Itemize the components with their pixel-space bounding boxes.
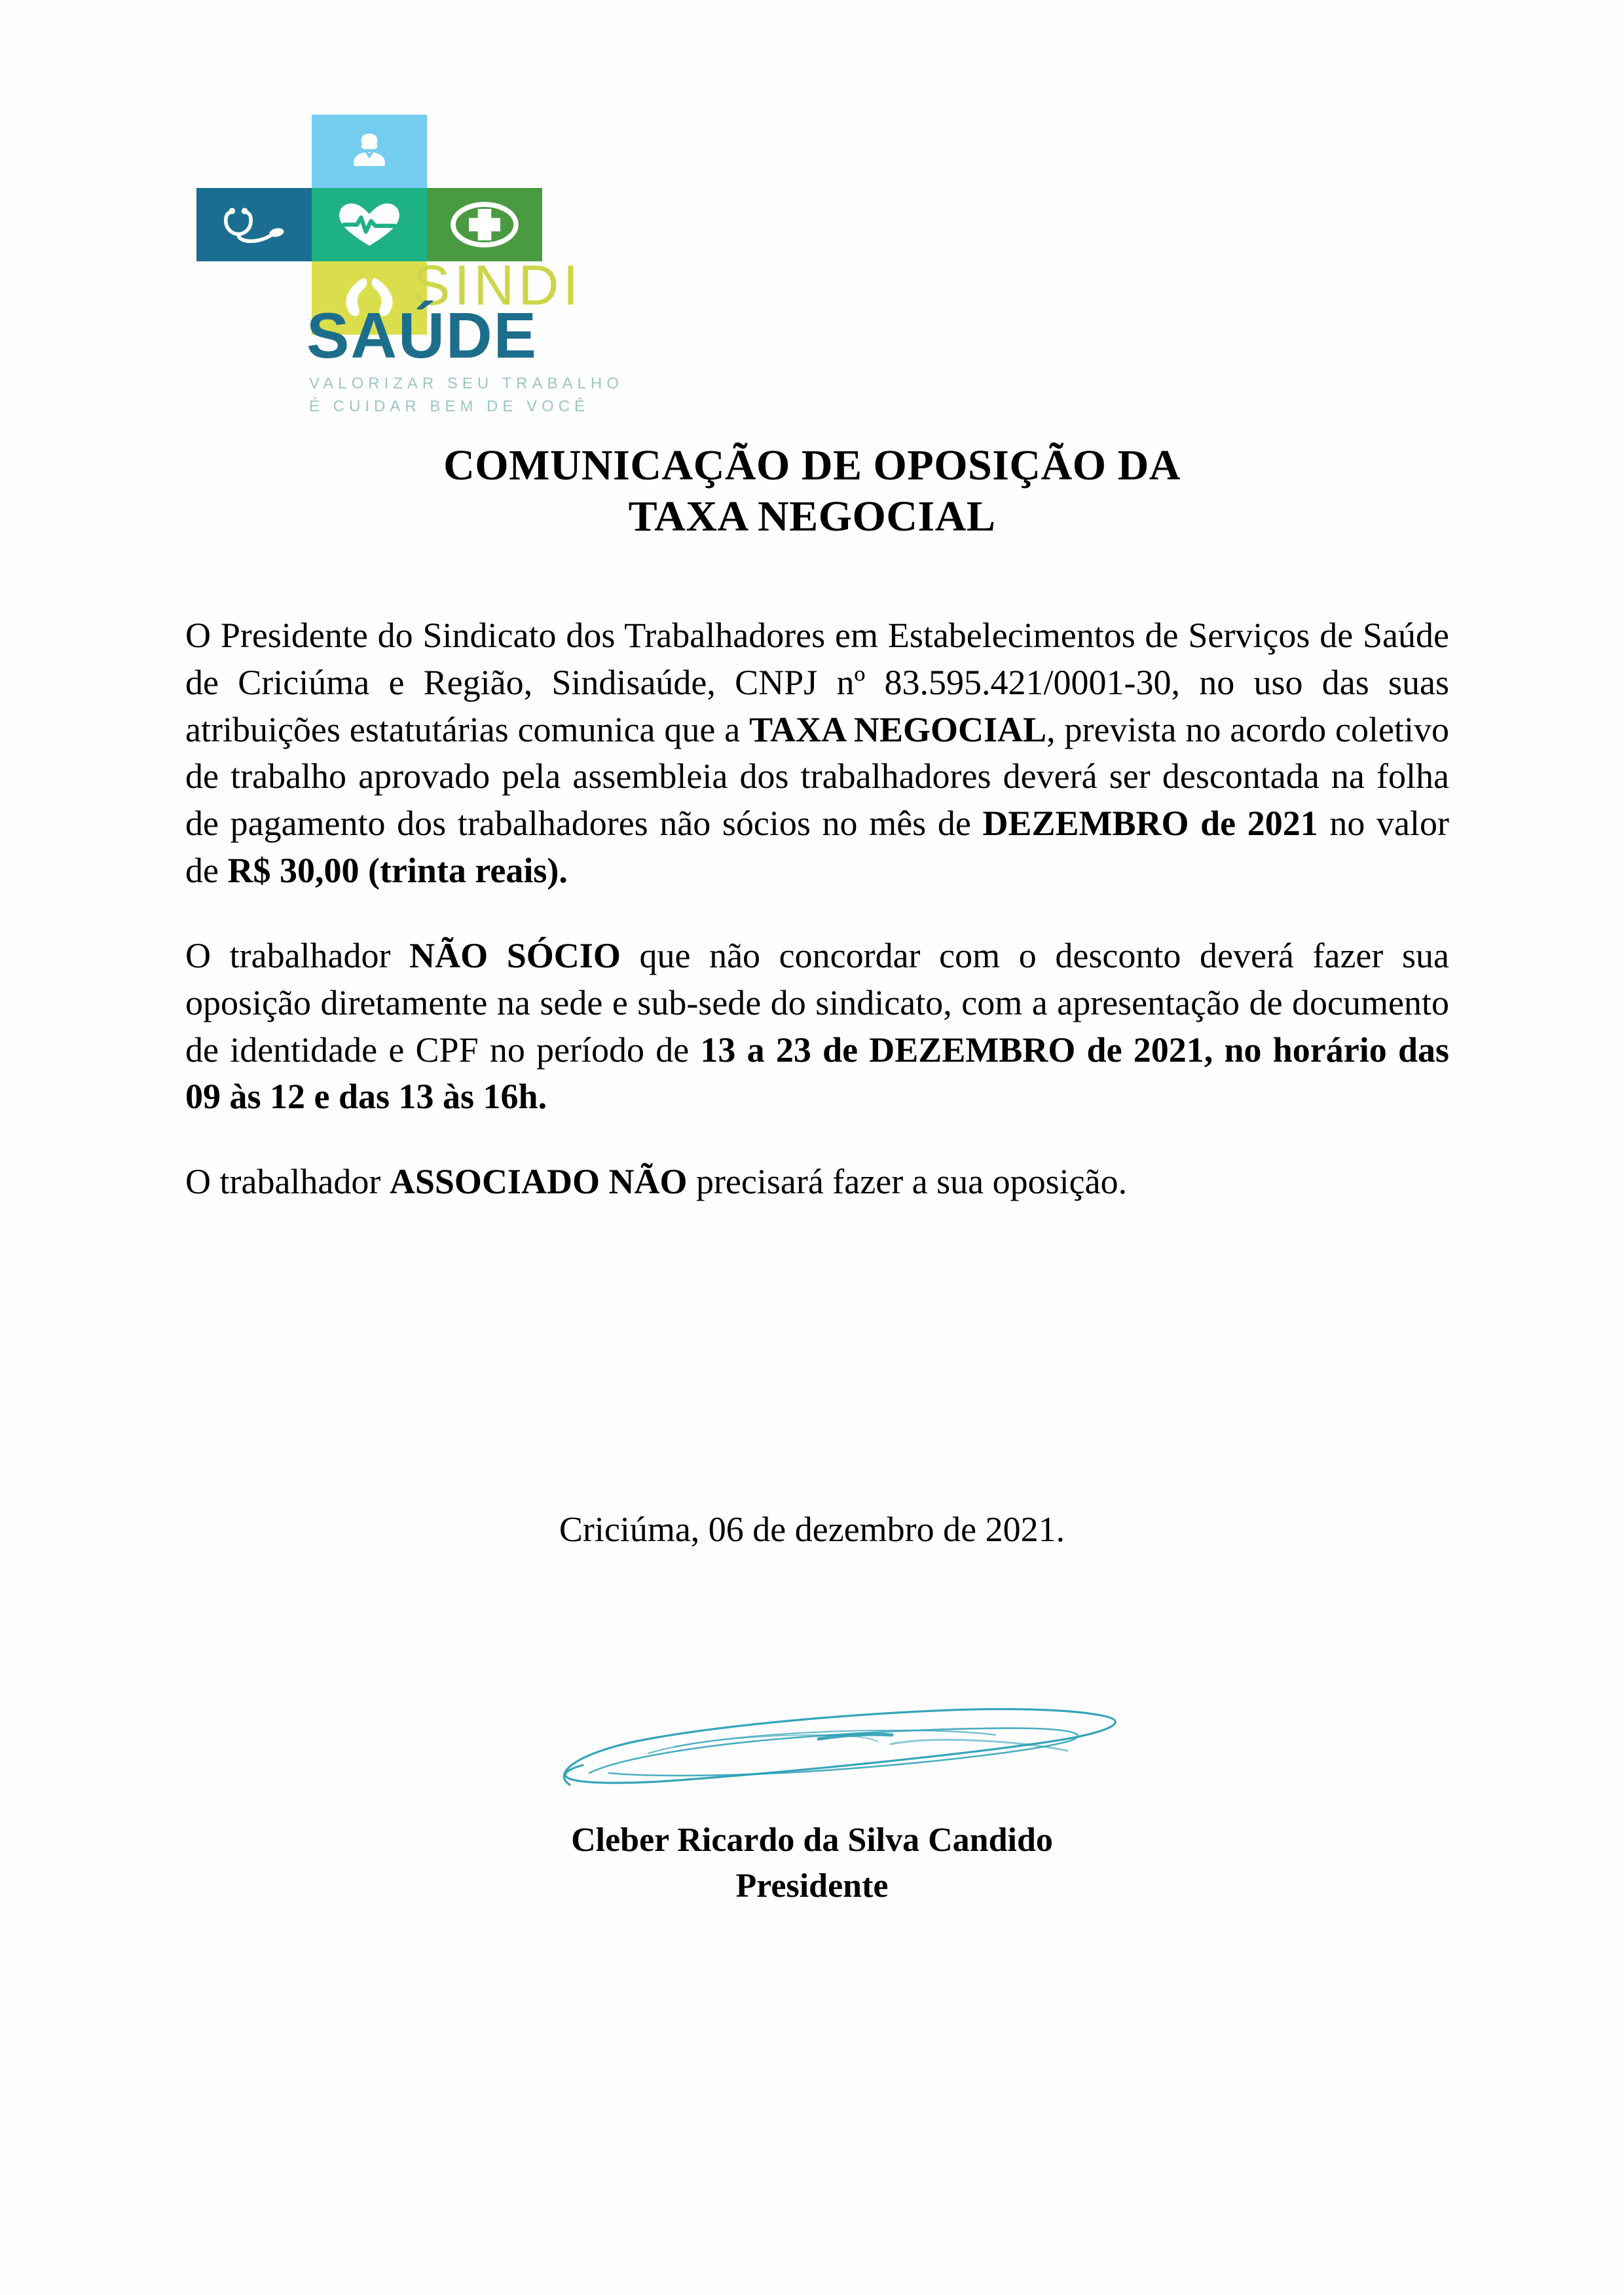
paragraph-1 [185, 612, 1449, 895]
paragraph-2 [185, 933, 1449, 1121]
doctor-person-icon [312, 115, 427, 188]
p2-bold-nao-socio: NÃO SÓCIO [409, 935, 621, 975]
page-title-line1: COMUNICAÇÃO DE OPOSIÇÃO DA [443, 441, 1181, 489]
signatory-role: Presidente [735, 1867, 889, 1905]
p3-text-2: precisará fazer a sua oposição. [687, 1162, 1128, 1202]
document-body [185, 612, 1449, 1206]
stethoscope-icon [196, 188, 312, 261]
p1-bold-taxa-negocial: TAXA NEGOCIAL [749, 709, 1047, 749]
p2-text-2: que não concordar com o desconto deverá fazer sua oposição diretamente na sede e sub-sede do sindicato, com a apresentação de documento de identidade e CPF no período de [185, 935, 1449, 1070]
p1-text-1: O Presidente do Sindicato dos Trabalhadores em Estabelecimentos de Serviços de Saúde de Criciúma e Região, Sindisaúde, CNPJ nº 83.595.421/0001-30, no uso das suas atribuições estatutárias comunica que a [185, 616, 1449, 749]
p1-text-3: no valor de [185, 804, 1449, 891]
p1-bold-valor: R$ 30,00 (trinta reais). [227, 851, 568, 891]
p3-bold-associado-nao: ASSOCIADO NÃO [389, 1162, 688, 1202]
handwritten-signature [452, 1673, 1172, 1824]
p2-text-1: O trabalhador [185, 935, 410, 975]
logo-tagline [309, 373, 623, 419]
signature-area [0, 1673, 1624, 1837]
medical-cross-icon [427, 188, 542, 261]
paragraph-3 [185, 1159, 1449, 1206]
signature-block [0, 1818, 1624, 1909]
page-title [0, 440, 1624, 542]
p3-text-1: O trabalhador [185, 1162, 390, 1202]
logo-brand-top: SINDI [413, 254, 583, 317]
page-title-line2: TAXA NEGOCIAL [628, 492, 996, 540]
heart-pulse-icon [312, 188, 427, 261]
city-date-line: Criciúma, 06 de dezembro de 2021. [559, 1510, 1065, 1549]
logo-tagline-line1: VALORIZAR SEU TRABALHO [309, 375, 623, 392]
p1-text-2: , prevista no acordo coletivo de trabalho aprovado pela assembleia dos trabalhadores deverá ser descontada na folha de pagamento dos trabalhadores não sócios no mês de [185, 709, 1449, 844]
sindisaude-logo [196, 115, 733, 415]
p2-bold-periodo-horario: 13 a 23 de DEZEMBRO de 2021, no horário das 09 às 12 e das 13 às 16h. [185, 1030, 1449, 1117]
logo-tagline-line2: É CUIDAR BEM DE VOCÊ [309, 397, 590, 415]
signatory-name: Cleber Ricardo da Silva Candido [571, 1821, 1053, 1859]
logo-brand-bottom: SAÚDE [306, 299, 538, 371]
p1-bold-dezembro-2021: DEZEMBRO de 2021 [982, 804, 1318, 844]
